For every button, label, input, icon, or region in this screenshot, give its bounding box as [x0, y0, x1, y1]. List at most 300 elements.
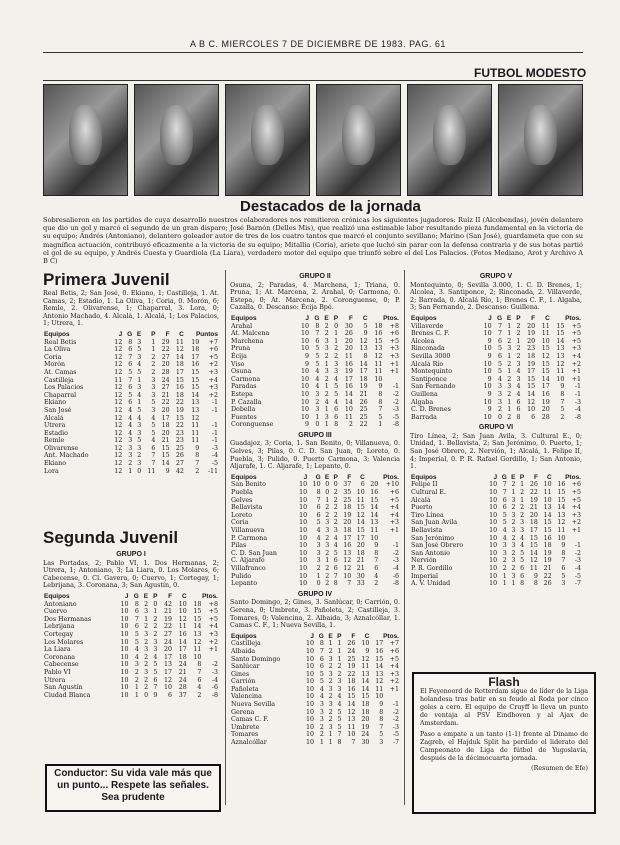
- stat-cell: 11: [374, 360, 383, 368]
- table-header-row: [43, 593, 219, 601]
- table-row: [230, 678, 400, 686]
- stat-cell: 1: [315, 413, 320, 421]
- table-row: [230, 504, 400, 512]
- stat-cell: 10: [300, 413, 309, 421]
- column-header: G: [318, 632, 324, 640]
- stat-cell: 4: [137, 361, 142, 369]
- stat-cell: 20: [361, 716, 370, 724]
- stat-cell: 4: [502, 534, 507, 542]
- stat-cell: 3: [328, 701, 333, 709]
- stat-cell: [384, 693, 400, 701]
- stat-cell: 15: [347, 693, 356, 701]
- stat-cell: 3: [144, 668, 149, 676]
- stat-cell: -4: [574, 406, 581, 414]
- stat-cell: 3: [502, 549, 507, 557]
- stat-cell: 17: [527, 368, 536, 376]
- stat-cell: 3: [144, 608, 149, 616]
- stat-cell: 16: [375, 647, 384, 655]
- stat-cell: 13: [370, 519, 379, 527]
- stat-cell: 10: [120, 668, 129, 676]
- stat-cell: 11: [191, 437, 200, 445]
- stat-cell: 30: [344, 322, 353, 330]
- column-header: C: [364, 632, 370, 640]
- player-photo: [407, 84, 492, 196]
- stat-cell: -1: [392, 701, 399, 709]
- table-row: [230, 580, 400, 588]
- stat-cell: 3: [497, 383, 502, 391]
- stat-cell: 3: [502, 542, 507, 550]
- stat-cell: 3: [151, 406, 156, 414]
- stat-cell: 5: [334, 390, 339, 398]
- stat-cell: 2: [348, 421, 353, 429]
- stat-cell: +3: [389, 352, 399, 360]
- stat-cell: 14: [370, 504, 379, 512]
- stat-cell: +6: [389, 647, 399, 655]
- table-row: [230, 716, 400, 724]
- stat-cell: 17: [375, 640, 384, 648]
- stat-cell: -5: [574, 572, 581, 580]
- stat-cell: 1: [324, 360, 329, 368]
- stat-cell: 1: [324, 383, 329, 391]
- stat-cell: 11: [175, 338, 184, 346]
- table-row: [410, 519, 582, 527]
- column-header: F: [165, 330, 170, 338]
- stat-cell: 4: [151, 437, 156, 445]
- stat-cell: 19: [527, 360, 536, 368]
- stat-cell: -5: [392, 413, 399, 421]
- team-name: Ekiano: [44, 460, 67, 468]
- team-name: Santiponce: [411, 375, 447, 383]
- stat-cell: 4: [134, 653, 139, 661]
- stat-cell: 8: [363, 352, 368, 360]
- stat-cell: 8: [374, 549, 379, 557]
- stat-cell: 37: [178, 691, 187, 699]
- stat-cell: 12: [343, 557, 352, 565]
- table-row: [230, 368, 400, 376]
- stat-cell: 2: [511, 481, 516, 489]
- column-header: Equipos: [44, 330, 70, 338]
- stat-cell: 5: [319, 678, 324, 686]
- stat-cell: -5: [392, 731, 399, 739]
- stat-cell: 2: [144, 623, 149, 631]
- stat-cell: 15: [529, 534, 538, 542]
- stat-cell: 1: [319, 739, 324, 747]
- stat-cell: 12: [175, 346, 184, 354]
- stat-cell: 21: [161, 437, 170, 445]
- table-row: [43, 437, 219, 445]
- table-row: [43, 669, 219, 677]
- feature-title: Destacados de la jornada: [240, 198, 421, 215]
- stat-cell: 6: [520, 572, 525, 580]
- table-row: [230, 338, 400, 346]
- stat-cell: 2: [325, 572, 330, 580]
- table-row: [410, 406, 582, 414]
- stat-cell: 12: [529, 557, 538, 565]
- stat-cell: 9: [533, 572, 538, 580]
- stat-cell: 13: [359, 345, 368, 353]
- stat-cell: 10: [343, 572, 352, 580]
- stat-cell: -3: [392, 406, 399, 414]
- table-row: [410, 489, 582, 497]
- table-row: [230, 693, 400, 701]
- stat-cell: 1: [511, 580, 516, 588]
- stat-cell: 18: [374, 322, 383, 330]
- stat-cell: 2: [134, 668, 139, 676]
- table-header-row: [230, 633, 400, 641]
- stat-cell: 2: [324, 375, 329, 383]
- stat-cell: 15: [191, 376, 200, 384]
- stat-cell: 2: [374, 580, 379, 588]
- stat-cell: 10: [193, 653, 202, 661]
- table-row: [43, 608, 219, 616]
- table-row: [230, 376, 400, 384]
- stat-cell: 1: [324, 421, 329, 429]
- team-name: Alcalá: [44, 414, 64, 422]
- table-row: [230, 709, 400, 717]
- stat-cell: 12: [114, 452, 123, 460]
- stat-cell: -2: [392, 549, 399, 557]
- segunda-title: Segunda Juvenil: [43, 528, 179, 547]
- column-header: F: [347, 473, 352, 481]
- stat-cell: 5: [502, 511, 507, 519]
- team-name: P. R. Gordillo: [411, 564, 453, 572]
- stat-cell: 9: [487, 390, 492, 398]
- stat-cell: 14: [193, 623, 202, 631]
- stat-cell: [379, 535, 400, 543]
- stat-cell: 1: [507, 406, 512, 414]
- stat-cell: 9: [153, 691, 158, 699]
- stat-cell: 12: [374, 352, 383, 360]
- team-name: Villanueva: [231, 527, 265, 534]
- stat-cell: 13: [361, 670, 370, 678]
- team-name: P. Carmona: [231, 534, 268, 542]
- stat-cell: 5: [315, 352, 320, 360]
- table-row: [43, 631, 219, 639]
- team-name: Umbrete: [231, 723, 260, 731]
- team-name: Aznalcóllar: [231, 739, 267, 747]
- stat-cell: +2: [208, 391, 218, 399]
- stat-cell: 10: [489, 580, 498, 588]
- column-header: P: [333, 473, 338, 481]
- stat-cell: -2: [392, 390, 399, 398]
- stat-cell: -8: [574, 413, 581, 421]
- stat-cell: 6: [334, 406, 339, 414]
- team-name: San José Obrero: [411, 542, 464, 550]
- stat-cell: 22: [164, 623, 173, 631]
- stat-cell: 6: [497, 352, 502, 360]
- stat-cell: 4: [520, 542, 525, 550]
- stat-cell: 9: [363, 330, 368, 338]
- table-row: [230, 406, 400, 414]
- stat-cell: 1: [324, 406, 329, 414]
- team-name: Alcalá: [411, 496, 431, 504]
- stat-cell: 7: [128, 353, 133, 361]
- stat-cell: 4: [334, 375, 339, 383]
- stat-cell: 26: [529, 481, 538, 489]
- flash-title: Flash: [488, 675, 520, 689]
- stat-cell: 9: [195, 444, 200, 452]
- stat-cell: 17: [161, 414, 170, 422]
- stat-cell: 14: [557, 504, 566, 512]
- stat-cell: 6: [128, 346, 133, 354]
- stat-cell: 2: [507, 390, 512, 398]
- stat-cell: 2: [520, 489, 525, 497]
- stat-cell: 21: [161, 391, 170, 399]
- stat-cell: 1: [520, 481, 525, 489]
- stat-cell: +3: [208, 384, 218, 392]
- stat-cell: 2: [511, 504, 516, 512]
- stat-cell: -1: [392, 383, 399, 391]
- stat-cell: 10: [120, 630, 129, 638]
- table-row: [230, 391, 400, 399]
- stat-cell: 6: [497, 337, 502, 345]
- stat-cell: 11: [356, 496, 365, 504]
- stat-cell: 3: [511, 511, 516, 519]
- table-row: [410, 481, 582, 489]
- stat-cell: 12: [191, 414, 200, 422]
- stat-cell: 12: [114, 444, 123, 452]
- stat-cell: 25: [347, 655, 356, 663]
- stat-cell: 25: [359, 406, 368, 414]
- team-name: Coria: [231, 519, 249, 527]
- stat-cell: 4: [516, 368, 521, 376]
- column-header: P: [337, 632, 342, 640]
- column-header: E: [506, 314, 512, 322]
- team-name: Carrión: [231, 678, 256, 686]
- table-row: [230, 527, 400, 535]
- stat-cell: 8: [134, 600, 139, 608]
- team-name: C. D. San Juan: [231, 549, 277, 557]
- stat-cell: 18: [178, 653, 187, 661]
- stat-cell: 7: [379, 723, 384, 731]
- stat-cell: 10: [347, 731, 356, 739]
- stat-cell: 21: [543, 564, 552, 572]
- primera-results: Real Betis, 2; San José, 0. Ekiano, 1; Castilleja, 1. At. Camas, 2; Estadio, 1. La Oliva, 1; Coria, 0. Morón, 6; Remle, 2. Olivarense, 1; Chaparral, 3. Lora, 0; Antonio Machado, 4. Alcalá, 1. Alcalá, 1; Los Palacios, 1; Utrera, 1.: [43, 289, 219, 328]
- stat-cell: 20: [541, 406, 550, 414]
- table-row: [410, 535, 582, 543]
- stat-cell: 18: [529, 519, 538, 527]
- stat-cell: +4: [389, 663, 399, 671]
- stat-cell: 16: [370, 489, 379, 497]
- stat-cell: 1: [516, 337, 521, 345]
- stat-cell: 5: [128, 368, 133, 376]
- stat-cell: 10: [483, 360, 492, 368]
- stat-cell: 2: [520, 504, 525, 512]
- stat-cell: 2: [325, 580, 330, 588]
- stat-cell: 10: [489, 527, 498, 534]
- stat-cell: 15: [541, 360, 550, 368]
- stat-cell: 15: [191, 368, 200, 376]
- stat-cell: -7: [574, 580, 581, 588]
- table-header-row: [410, 474, 582, 482]
- stat-cell: 13: [543, 504, 552, 512]
- stat-cell: 21: [359, 390, 368, 398]
- stat-cell: -1: [392, 542, 399, 550]
- stat-cell: 1: [337, 655, 342, 663]
- stat-cell: 5: [137, 406, 142, 414]
- table-row: [230, 542, 400, 550]
- stat-cell: 2: [324, 352, 329, 360]
- stat-cell: 14: [344, 398, 353, 406]
- table-row: [230, 353, 400, 361]
- stat-cell: 7: [333, 572, 338, 580]
- stat-cell: 3: [334, 360, 339, 368]
- stat-cell: 20: [370, 481, 379, 489]
- team-name: Nervión: [411, 557, 437, 565]
- stat-cell: 15: [543, 519, 552, 527]
- column-header: J: [305, 314, 309, 322]
- stat-cell: 12: [114, 353, 123, 361]
- stat-cell: 19: [527, 330, 536, 338]
- stat-cell: +7: [208, 338, 218, 346]
- stat-cell: 10: [374, 375, 383, 383]
- stat-cell: 18: [343, 504, 352, 512]
- stat-cell: 15: [161, 452, 170, 460]
- stat-cell: 2: [334, 352, 339, 360]
- column-header: E: [324, 473, 330, 481]
- primera-table: [43, 331, 219, 475]
- stat-cell: 0: [497, 413, 502, 421]
- stat-cell: 10: [299, 511, 308, 519]
- stat-cell: 1: [151, 346, 156, 354]
- column-header: F: [348, 314, 353, 322]
- grupo2-title: GRUPO II: [299, 273, 331, 280]
- stat-cell: 6: [316, 511, 321, 519]
- stat-cell: -3: [211, 444, 218, 452]
- stat-cell: 12: [114, 429, 123, 437]
- grupo4-table: [230, 633, 400, 747]
- stat-cell: 3: [561, 580, 566, 588]
- stat-cell: +3: [208, 630, 218, 638]
- stat-cell: 2: [153, 630, 158, 638]
- stat-cell: 2: [511, 564, 516, 572]
- stat-cell: +3: [389, 519, 399, 527]
- stat-cell: 13: [191, 406, 200, 414]
- stat-cell: 10: [489, 489, 498, 497]
- stat-cell: 6: [516, 398, 521, 406]
- team-name: Morón: [44, 361, 66, 369]
- stat-cell: 7: [347, 580, 352, 588]
- stat-cell: 9: [487, 352, 492, 360]
- stat-cell: 18: [356, 549, 365, 557]
- stat-cell: 4: [315, 383, 320, 391]
- stat-cell: 2: [328, 708, 333, 716]
- stat-cell: 14: [541, 375, 550, 383]
- stat-cell: 5: [137, 368, 142, 376]
- stat-cell: 6: [319, 663, 324, 671]
- stat-cell: 28: [178, 684, 187, 692]
- column-header: Equipos: [231, 473, 257, 481]
- stat-cell: 21: [164, 608, 173, 616]
- table-row: [43, 339, 219, 347]
- team-name: Coria: [44, 353, 62, 361]
- stat-cell: 2: [337, 663, 342, 671]
- table-row: [410, 383, 582, 391]
- stat-cell: 1: [328, 739, 333, 747]
- stat-cell: 2: [337, 670, 342, 678]
- column-header: J: [124, 592, 129, 600]
- team-name: Los Molares: [44, 638, 84, 646]
- stat-cell: 6: [531, 413, 536, 421]
- stat-cell: 10: [299, 496, 308, 504]
- grupo3-results: Guadajoz, 3; Coria, 1. San Benito, 0; Villanueva, 0. Gelves, 3; Pilas, 0. C. D. San Juan, 0; Loreto, 0. Puebla, 3; Pulido, 0. Puerto Carmona, 3; Valencia Aljarafe, 1. C. Aljarafe, 1; Lepanto, 0.: [230, 439, 400, 471]
- stat-cell: 1: [502, 572, 507, 580]
- grupo6-results: Tiro Línea, 2; San Juan Avila, 3. Cultural E., 0; Unidad, 1. Bellavista, 2; San Jerónimo, 0. Puerto, 1; San José Obrero, 2. Nervión, 1; Alcalá, 1. Felipe II, 4; Imperial, 0. P. R. Rafael Gordillo, 1; San Antonio, 1.: [410, 431, 582, 471]
- stat-cell: +5: [571, 330, 581, 338]
- team-name: Real Betis: [44, 338, 77, 346]
- stat-cell: 27: [164, 630, 173, 638]
- stat-cell: 11: [557, 527, 566, 534]
- stat-cell: 1: [507, 368, 512, 376]
- stat-cell: -4: [392, 564, 399, 572]
- stat-cell: 16: [344, 383, 353, 391]
- column-header: E: [511, 473, 516, 481]
- stat-cell: 1: [137, 399, 142, 407]
- stat-cell: 15: [557, 496, 566, 504]
- stat-cell: -2: [574, 549, 581, 557]
- stat-cell: 18: [161, 422, 170, 430]
- team-name: Cabecense: [44, 661, 79, 669]
- stat-cell: 5: [319, 670, 324, 678]
- stat-cell: 4: [197, 684, 202, 692]
- stat-cell: 2: [325, 511, 330, 519]
- table-row: [230, 557, 400, 565]
- stat-cell: 6: [128, 399, 133, 407]
- table-row: [43, 623, 219, 631]
- stat-cell: 5: [128, 391, 133, 399]
- stat-cell: 19: [175, 406, 184, 414]
- stat-cell: 2: [325, 504, 330, 512]
- stat-cell: 10: [556, 375, 565, 383]
- stat-cell: 16: [343, 542, 352, 550]
- stat-cell: 10: [483, 322, 492, 330]
- stat-cell: 2: [316, 564, 321, 572]
- stat-cell: 3: [507, 383, 512, 391]
- stat-cell: 13: [164, 661, 173, 669]
- team-name: Bellavista: [411, 527, 443, 534]
- section-label: FUTBOL MODESTO: [474, 66, 587, 80]
- stat-cell: +5: [571, 322, 581, 330]
- stat-cell: 10: [299, 489, 308, 497]
- stat-cell: 15: [543, 527, 552, 534]
- stat-cell: 18: [361, 701, 370, 709]
- stat-cell: 2: [560, 413, 565, 421]
- stat-cell: 15: [556, 322, 565, 330]
- stat-cell: 3: [128, 437, 133, 445]
- stat-cell: 5: [560, 406, 565, 414]
- stat-cell: 11: [147, 467, 156, 475]
- stat-cell: 27: [161, 353, 170, 361]
- stat-cell: 2: [516, 345, 521, 353]
- stat-cell: 4: [128, 429, 133, 437]
- table-row: [43, 392, 219, 400]
- table-row: [43, 684, 219, 692]
- grupo4-results: Santo Domingo, 2; Gines, 3. Sanlúcar, 0; Carrión, 0. Gerena, 0; Umbrete, 3. Pañoleta, 2; Castilleja, 3. Tomares, 0; Valencina, 2. Albaida, 3; Aznalcóllar, 1. Camas C. F., 1; Nueva Sevilla, 1.: [230, 598, 400, 630]
- stat-cell: 10: [370, 534, 379, 542]
- stat-cell: +5: [571, 489, 581, 497]
- table-row: [230, 739, 400, 747]
- stat-cell: +8: [208, 600, 218, 608]
- table-row: [43, 677, 219, 685]
- stat-cell: 18: [191, 346, 200, 354]
- team-name: Nueva Sevilla: [231, 701, 275, 709]
- stat-cell: 12: [114, 467, 123, 475]
- stat-cell: 2: [502, 564, 507, 572]
- stat-cell: [202, 654, 219, 662]
- stat-cell: 2: [153, 615, 158, 623]
- table-row: [230, 686, 400, 694]
- stat-cell: 20: [164, 646, 173, 654]
